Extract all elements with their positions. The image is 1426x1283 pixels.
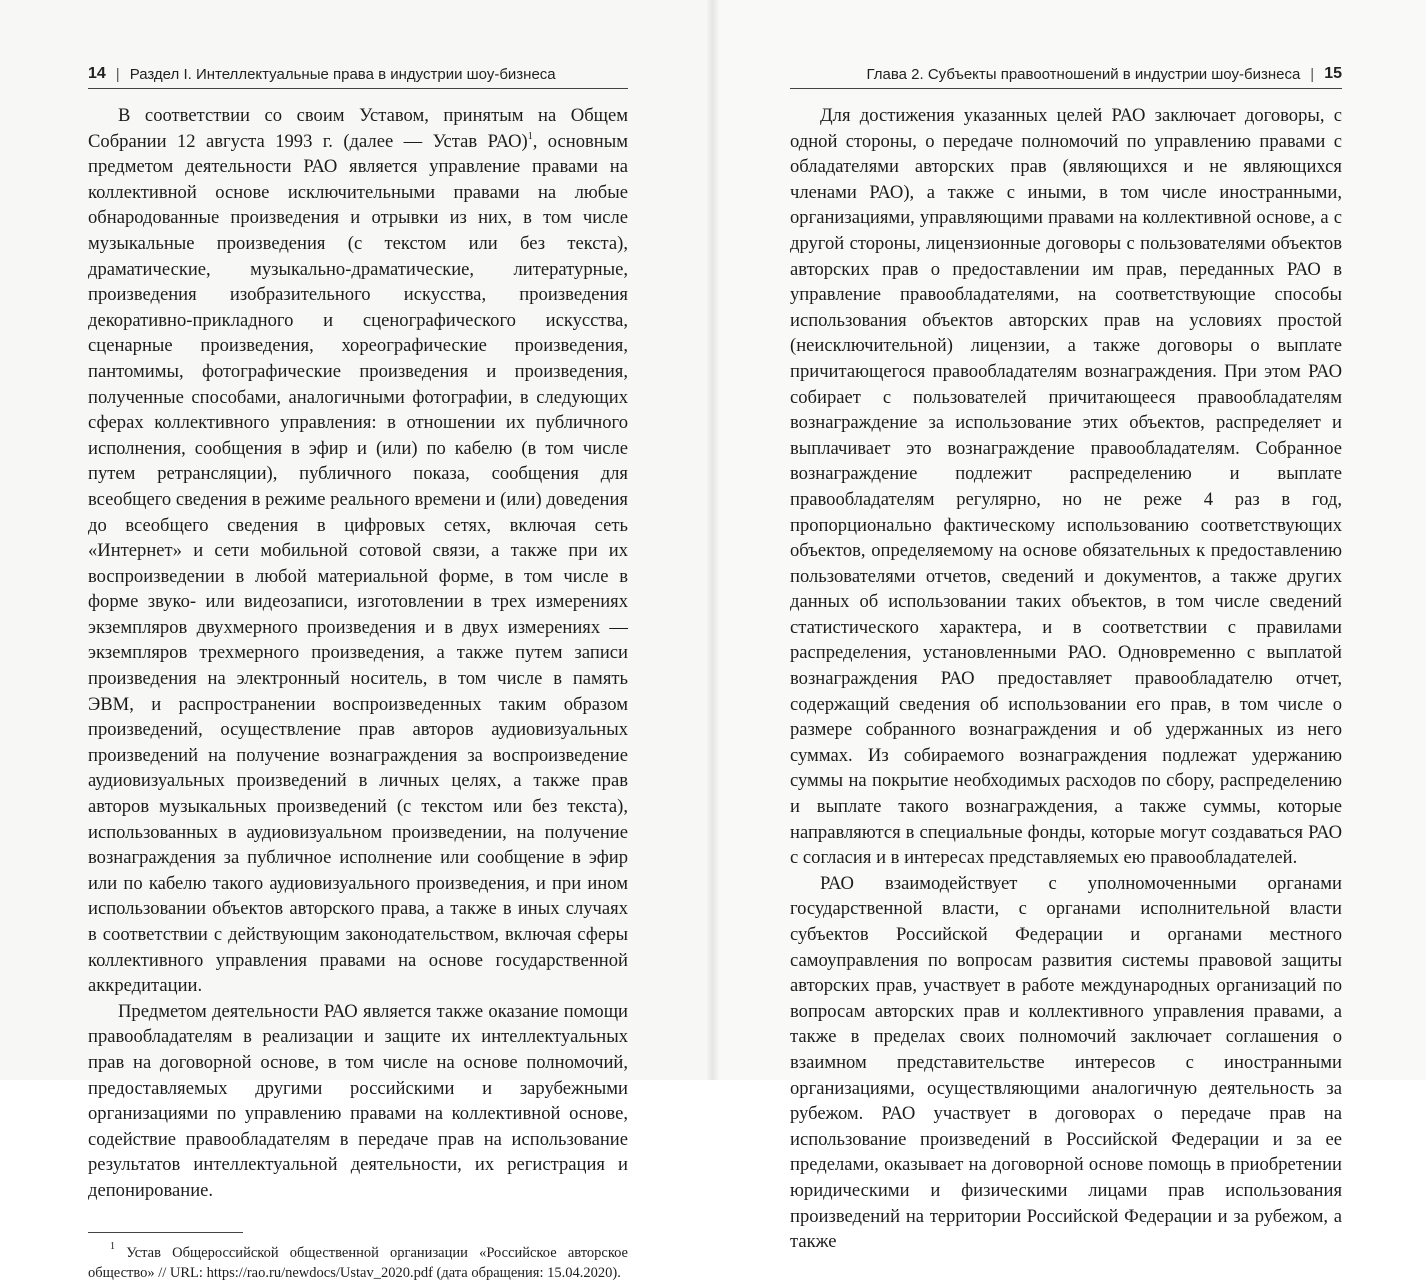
right-page: [712, 0, 1426, 1253]
paragraph: РАО взаимодействует с уполномоченными органами государственной власти, с органами исполнительной власти субъектов Российской Федерации и органами местного самоуправления по вопросам развития системы правовой защиты авторских прав, участвует в работе международных организаций по вопросам авторских прав и коллективного управления правами, а также в пределах своих полномочий заключает соглашения о взаимном представительстве интересов с иностранными организациями, осуществляющими аналогичную деятельность за рубежом. РАО участвует в договорах о передаче прав на использование произведений в Российской Федерации и за ее пределами, оказывает на договорной основе помощь в приобретении юридическими и физическими лицами прав использования произведений на территории Российской Федерации и за рубежом, а также: [790, 872, 1342, 1253]
footnote-marker: 1: [110, 1240, 115, 1252]
header-separator: |: [1310, 65, 1315, 83]
running-title: Глава 2. Субъекты правоотношений в индустрии шоу-бизнеса: [866, 65, 1301, 83]
left-page: [0, 0, 712, 1281]
page-number: 14: [88, 65, 106, 82]
page-number: 15: [1324, 65, 1342, 82]
paragraph: Предметом деятельности РАО является также оказание помощи правообладателям в реализации и защите их интеллектуальных прав на договорной основе, в том числе на основе полномочий, предоставляемых другими российскими и зарубежными организациями по управлению правами на коллективной основе, содействие правообладателям в передаче прав на использование результатов интеллектуальной деятельности, их регистрация и депонирование.: [88, 1000, 628, 1201]
footnote-text: Устав Общероссийской общественной организации «Российское авторское общество» // URL: https://rao.ru/newdocs/Ustav_2020.pdf (дата обращения: 15.04.2020).: [88, 1244, 628, 1281]
header-separator: |: [115, 65, 120, 83]
paragraph: Для достижения указанных целей РАО заключает договоры, с одной стороны, о передаче полномочий по управлению правами с обладателями авторских прав (являющихся и не являющихся членами РАО), а также с иными, в том числе иностранными, организациями, управляющими правами на коллективной основе, а с другой стороны, лицензионные договоры с пользователями объектов авторских прав о предоставлении им прав, переданных РАО в управление правообладателями, на соответствующие способы использования объектов авторских прав на условиях простой (неисключительной) лицензии, а также договоры о выплате причитающегося правообладателям вознаграждения. При этом РАО собирает с пользователей причитающееся правообладателям вознаграждение за использование этих объектов, распределяет и выплачивает это вознаграждение правообладателям. Собранное вознаграждение подлежит распределению и выплате правообладателям регулярно, но не реже 4 раз в год, пропорционально фактическому использованию соответствующих объектов, определяемому на основе обязательных к предоставлению пользователями отчетов, сведений и документов, а также других данных об использовании таких объектов, в том числе сведений статистического характера, и в соответствии с правилами распределения, установленными РАО. Одновременно с выплатой вознаграждения РАО предоставляет правообладателю отчет, содержащий сведения об использовании его прав, в том числе о размере собранного вознаграждения и об удержанных из него суммах. Из собираемого вознаграждения подлежат удержанию суммы на покрытие необходимых расходов по сбору, распределению и выплате такого вознаграждения, а также суммы, которые направляются в специальные фонды, которые могут создаваться РАО с согласия и в интересах представляемых ею правообладателей.: [790, 105, 1342, 869]
paragraph: [88, 103, 628, 999]
footnote: [88, 1240, 628, 1283]
book-gutter: [706, 0, 720, 1080]
paragraph-text: , основным предметом деятельности РАО является управление правами на коллективной основе исключительными правами на любые обнародованные произведения и отрывки из них, в том числе музыкальные произведения (с текстом или без текста), драматические, музыкально-драматические, литературные, произведения изобразительного искусства, произведения декоративно-прикладного и сценографического искусства, сценарные произведения, хореографические произведения, пантомимы, фотографические произведения и произведения, полученные способами, аналогичными фотографии, в следующих сферах коллективного управления: в отношении их публичного исполнения, сообщения в эфир и (или) по кабелю (в том числе путем ретрансляции), публичного показа, сообщения для всеобщего сведения в режиме реального времени и (или) доведения до всеобщего сведения в цифровых сетях, включая сеть «Интернет» и сети мобильной сотовой связи, а также при их воспроизведении в любой материальной форме, в том числе в форме звуко- или видеозаписи, изготовлении в трех измерениях экземпляров двухмерного произведения и в двух измерениях — экземпляров трехмерного произведения, а также путем записи произведения на электронный носитель, в том числе в память ЭВМ, и распространении воспроизведенных таким образом произведений, осуществление прав авторов аудиовизуальных произведений на получение вознаграждения за воспроизведение аудиовизуальных произведений в личных целях, а также прав авторов музыкальных произведений (с текстом или без текста), использованных в аудиовизуальном произведении, на получение вознаграждения за публичное исполнение или сообщение в эфир или по кабелю такого аудиовизуального произведения, и при ином использовании объектов авторского права, а также в иных случаях в соответствии с действующим законодательством, включая сферы коллективного управления правами на основе государственной аккредитации.: [88, 130, 628, 997]
footnote-divider: [88, 1232, 243, 1233]
left-page-header: [88, 60, 628, 89]
right-body-text: [790, 103, 1342, 1255]
running-title: Раздел I. Интеллектуальные права в индустрии шоу-бизнеса: [129, 65, 556, 83]
left-body-text: [88, 103, 628, 1204]
footnote-reference: 1: [527, 130, 533, 142]
paragraph-text: В соответствии со своим Уставом, принятым на Общем Собрании 12 августа 1993 г. (далее — Устав РАО): [88, 105, 628, 152]
right-page-header: [790, 60, 1342, 89]
